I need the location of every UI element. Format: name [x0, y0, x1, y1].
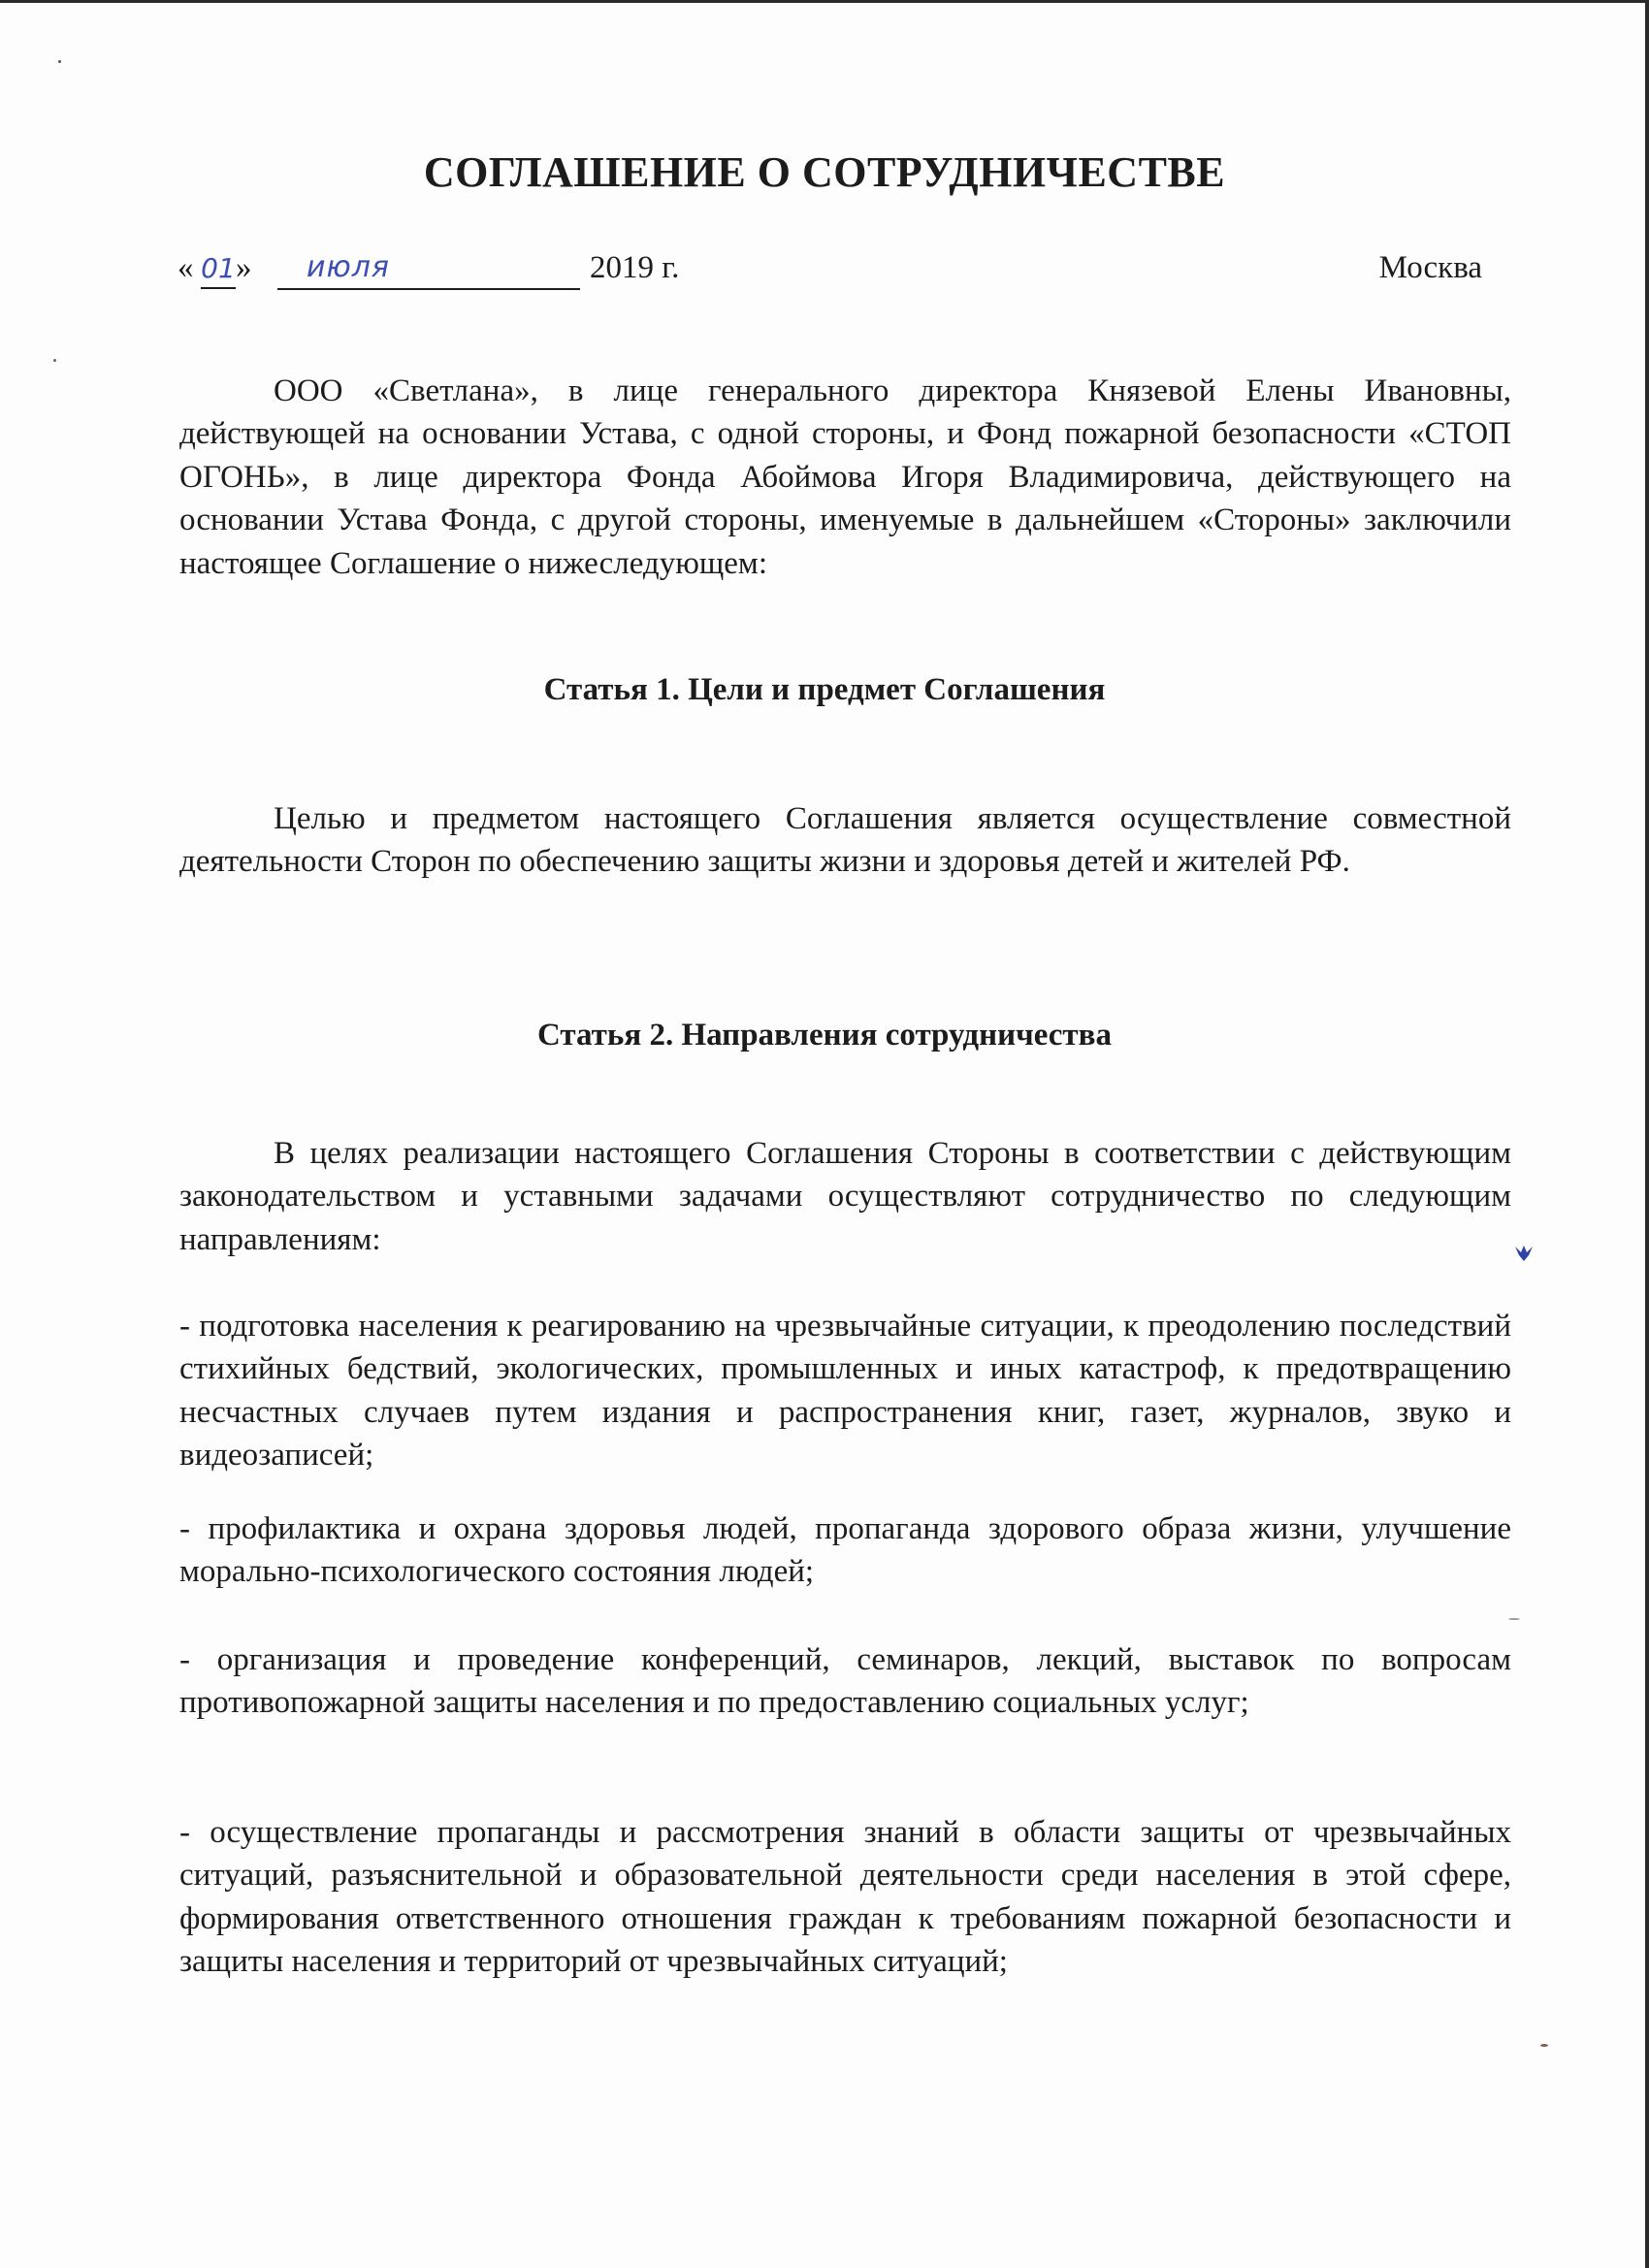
article1-heading: Статья 1. Цели и предмет Соглашения — [543, 672, 1106, 707]
scan-speck — [1508, 1618, 1520, 1620]
scan-speck — [58, 60, 61, 63]
scan-speck — [1540, 2044, 1548, 2047]
article2-intro-paragraph: В целях реализации настоящего Соглашения Стороны в соответствии с действующим законодательством и уставными задачами осуществляют сотрудничество по следующим направлениям: — [179, 1136, 1511, 1257]
date-month-handwritten: июля — [307, 250, 390, 284]
list-item: - организация и проведение конференций, семинаров, лекций, выставок по вопросам противопожарной защиты населения и по предоставлению социальных услуг; — [179, 1642, 1511, 1721]
article2-heading: Статья 2. Направления сотрудничества — [537, 1018, 1112, 1053]
date-close-quote: » — [236, 250, 252, 285]
date-day-handwritten: 01 — [201, 252, 236, 284]
date-open-quote: « — [178, 250, 194, 285]
document-title: СОГЛАШЕНИЕ О СОТРУДНИЧЕСТВЕ — [423, 148, 1226, 196]
city: Москва — [1378, 250, 1482, 285]
scan-edge-right — [1645, 0, 1649, 2268]
preamble-paragraph: ООО «Светлана», в лице генерального директора Князевой Елены Ивановны, действующей на основании Устава, с одной стороны, и Фонд пожарной безопасности «СТОП ОГОНЬ», в лице директора Фонда Абоймова Игоря Владимировича, действующего на основании Устава Фонда, с другой стороны, именуемые в дальнейшем «Стороны» заключили настоящее Соглашение о нижеследующем: — [179, 373, 1511, 581]
list-item: - профилактика и охрана здоровья людей, пропаганда здорового образа жизни, улучшение морально-психологического состояния людей; — [179, 1511, 1511, 1590]
scan-edge-top — [0, 0, 1649, 3]
article1-paragraph: Целью и предметом настоящего Соглашения является осуществление совместной деятельности Сторон по обеспечению защиты жизни и здоровья детей и жителей РФ. — [179, 801, 1511, 880]
list-item: - подготовка населения к реагированию на чрезвычайные ситуации, к преодолению последствий стихийных бедствий, экологических, промышленных и иных катастроф, к предотвращению несчастных случаев путем издания и распространения книг, газет, журналов, звуко и видеозаписей; — [179, 1309, 1511, 1474]
date-line — [178, 250, 1482, 299]
date-month-field — [277, 250, 580, 290]
date-day-field — [201, 252, 236, 289]
ink-blot-mark — [1513, 1244, 1535, 1263]
date-year: 2019 г. — [590, 250, 680, 285]
scan-speck — [53, 359, 56, 362]
list-item: - осуществление пропаганды и рассмотрения знаний в области защиты от чрезвычайных ситуаций, разъяснительной и образовательной деятельности среди населения в этой сфере, формирования ответственного отношения граждан к требованиям пожарной безопасности и защиты населения и территорий от чрезвычайных ситуаций; — [179, 1815, 1511, 1980]
